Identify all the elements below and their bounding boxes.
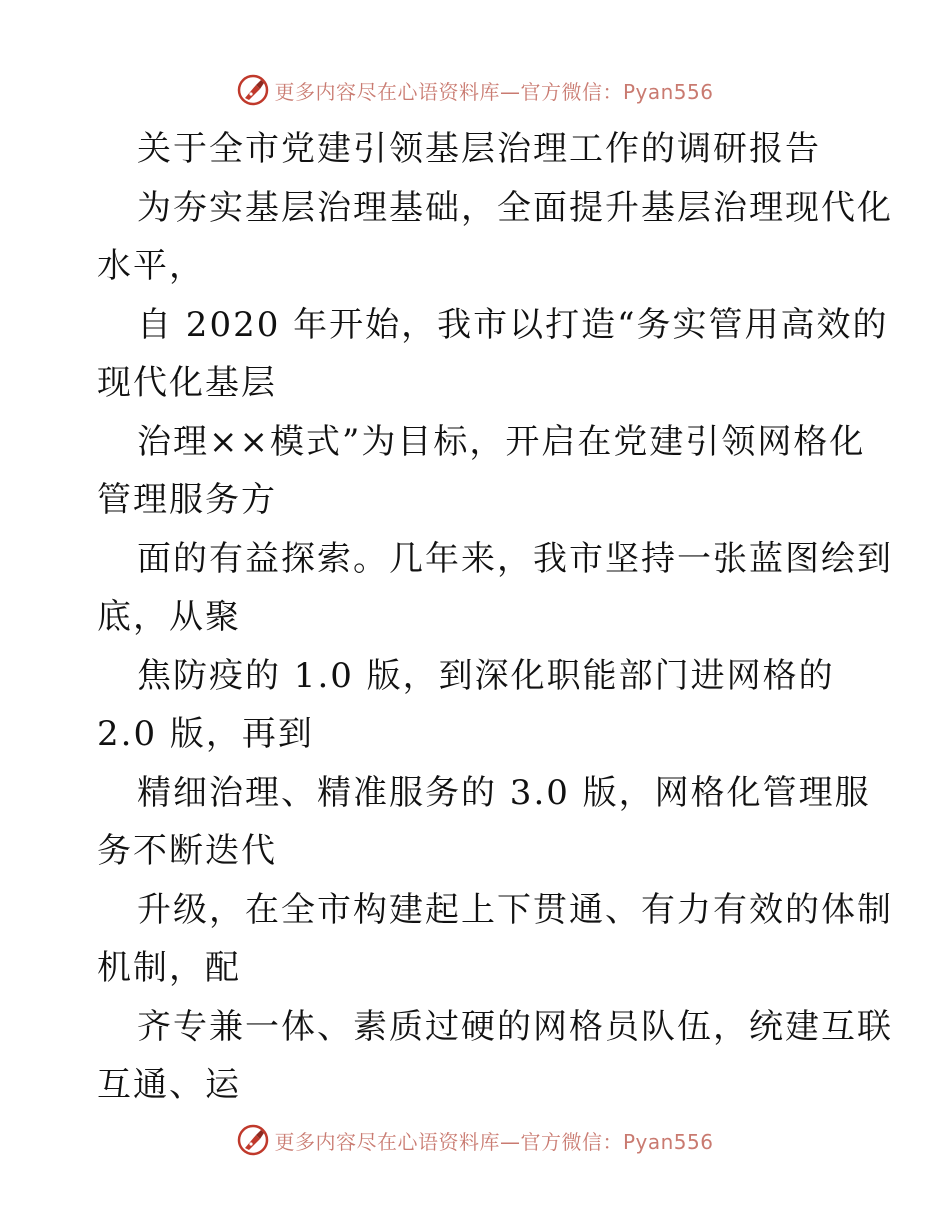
text-line: 水平，	[97, 246, 205, 286]
text-line: 面的有益探索。几年来，我市坚持一张蓝图绘到	[137, 538, 893, 579]
watermark-text: 更多内容尽在心语资料库—官方微信：Pyan556	[274, 79, 714, 104]
text-line: 现代化基层	[97, 363, 277, 403]
watermark-text: 更多内容尽在心语资料库—官方微信：Pyan556	[274, 1129, 714, 1154]
text-line: 自 2020 年开始，我市以打造“务实管用高效的	[137, 304, 889, 345]
text-line: 升级，在全市构建起上下贯通、有力有效的体制	[137, 889, 893, 930]
text-line: 互通、运	[97, 1065, 241, 1105]
text-line: 为夯实基层治理基础，全面提升基层治理现代化	[137, 187, 893, 228]
text-line: 2.0 版，再到	[97, 714, 314, 754]
text-line: 治理××模式”为目标，开启在党建引领网格化	[137, 421, 866, 462]
text-line: 焦防疫的 1.0 版，到深化职能部门进网格的	[137, 655, 835, 696]
text-line: 精细治理、精准服务的 3.0 版，网格化管理服	[137, 772, 871, 813]
text-line: 机制，配	[97, 948, 241, 988]
text-line: 关于全市党建引领基层治理工作的调研报告	[137, 129, 821, 169]
watermark-header	[0, 70, 950, 110]
watermark-footer	[0, 1120, 950, 1160]
pen-nib-circle-icon	[236, 73, 270, 107]
pen-nib-circle-icon	[236, 1123, 270, 1157]
document-body	[97, 120, 893, 1115]
text-line: 务不断迭代	[97, 831, 277, 871]
text-line: 底，从聚	[97, 597, 241, 637]
text-line: 齐专兼一体、素质过硬的网格员队伍，统建互联	[137, 1006, 893, 1047]
text-line: 管理服务方	[97, 480, 277, 520]
